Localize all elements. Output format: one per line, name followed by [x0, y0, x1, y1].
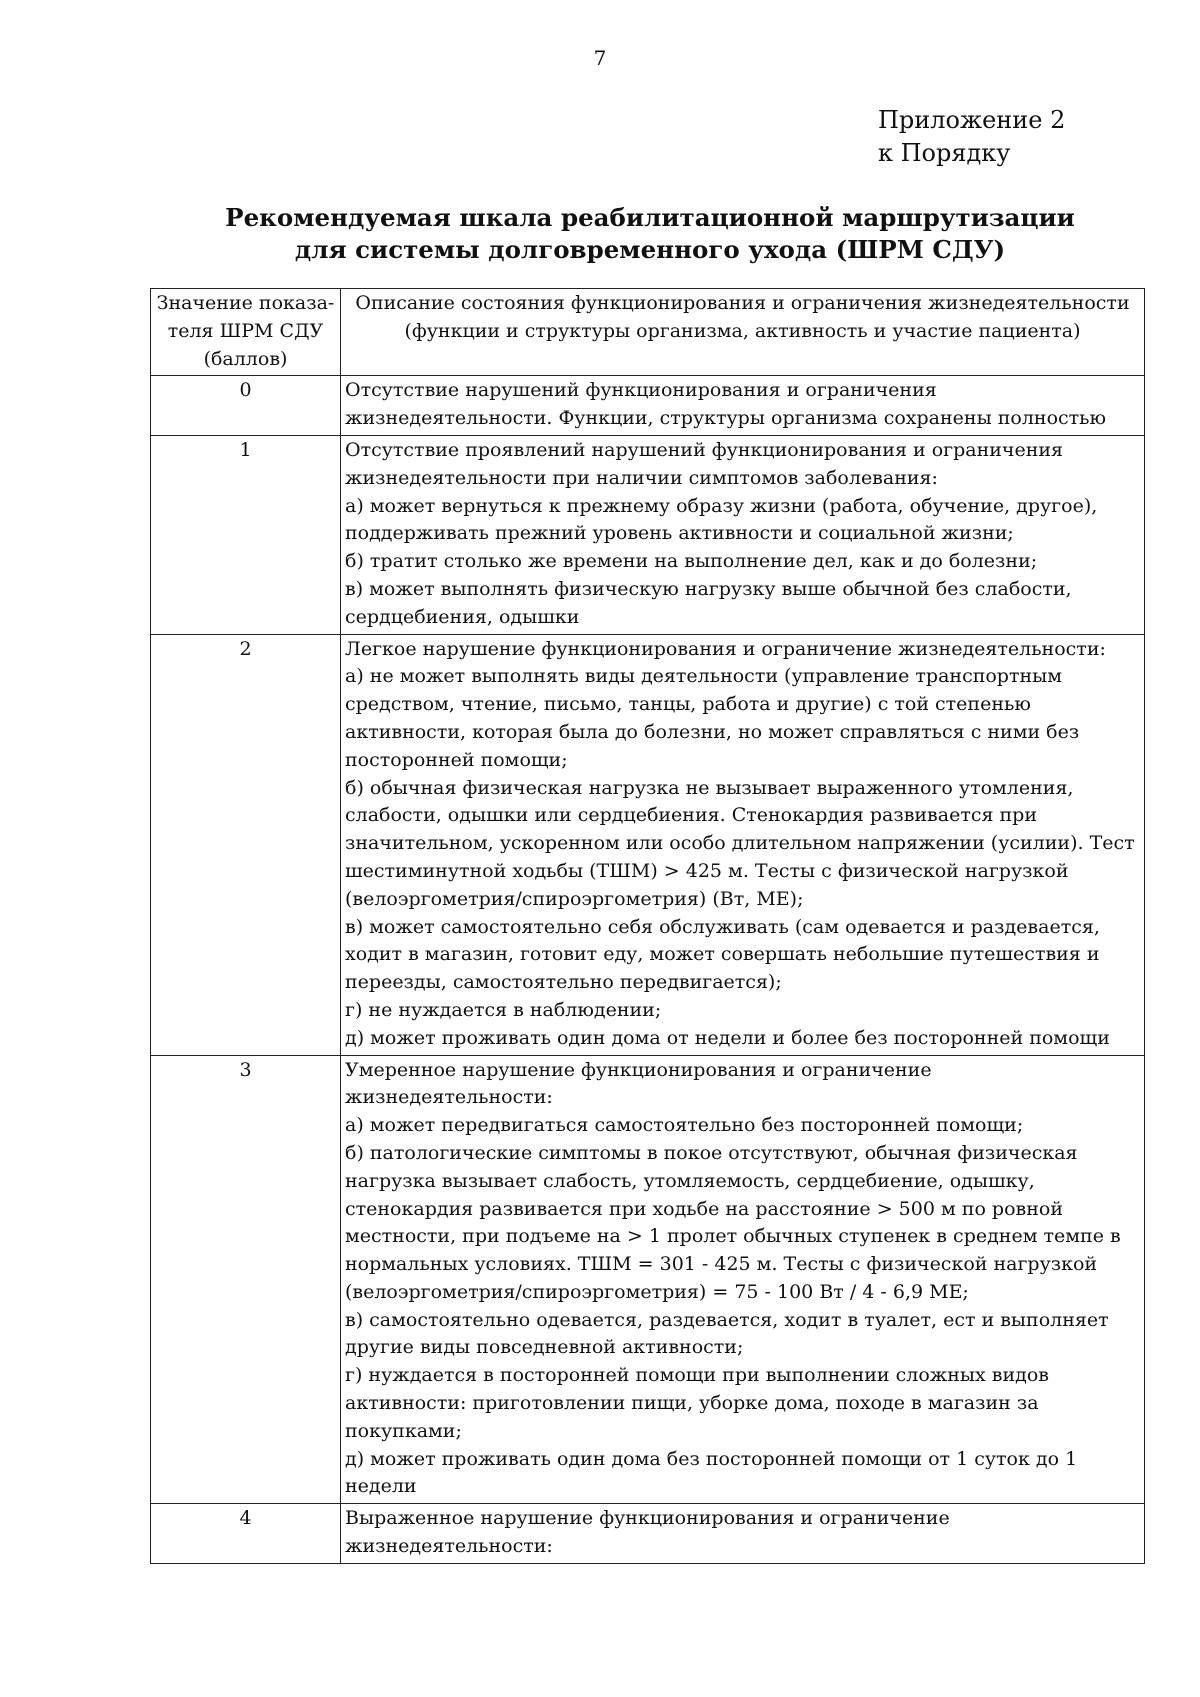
appendix-line-2: к Порядку — [878, 139, 1011, 167]
description-line: а) не может выполнять виды деятельности (управление транспортным средством, чтение, письмо, танцы, работа и другие) с той степенью активности, которая была до болезни, но может справляться с ними без посторонней помощи; — [345, 665, 1080, 771]
description-cell — [341, 435, 1145, 634]
rehab-scale-table — [150, 288, 1145, 1564]
table-row — [151, 1055, 1145, 1504]
document-title — [0, 202, 1200, 266]
score-cell: 4 — [151, 1504, 341, 1564]
description-line: д) может проживать один дома без посторонней помощи от 1 суток до 1 недели — [345, 1447, 1078, 1498]
title-line-2: для системы долговременного ухода (ШРМ СДУ) — [294, 235, 1006, 264]
description-line: Отсутствие проявлений нарушений функционирования и ограничения жизнедеятельности при наличии симптомов заболевания: — [345, 438, 1064, 489]
description-cell — [341, 634, 1145, 1055]
description-line: Умеренное нарушение функционирования и ограничение жизнедеятельности: — [345, 1058, 932, 1109]
description-cell — [341, 376, 1145, 436]
description-line: в) самостоятельно одевается, раздевается, ходит в туалет, ест и выполняет другие виды повседневной активности; — [345, 1308, 1109, 1359]
appendix-reference — [878, 104, 1065, 170]
header-desc-line-2: (функции и структуры организма, активность и участие пациента) — [404, 319, 1081, 342]
description-line: а) может передвигаться самостоятельно без посторонней помощи; — [345, 1114, 1024, 1137]
description-line: а) может вернуться к прежнему образу жизни (работа, обучение, другое), поддерживать прежний уровень активности и социальной жизни; — [345, 494, 1098, 545]
score-cell: 1 — [151, 435, 341, 634]
description-line: в) может самостоятельно себя обслуживать (сам одевается и раздевается, ходит в магазин, готовит еду, может совершать небольшие путешествия и переезды, самостоятельно передвигается); — [345, 915, 1100, 994]
header-score-line-3: (баллов) — [203, 347, 288, 370]
table-header-row — [151, 289, 1145, 376]
score-cell: 2 — [151, 634, 341, 1055]
header-description-cell — [341, 289, 1145, 376]
table-row — [151, 1504, 1145, 1564]
description-line: Легкое нарушение функционирования и ограничение жизнедеятельности: — [345, 637, 1106, 660]
header-desc-line-1: Описание состояния функционирования и ограничения жизнедеятельности — [355, 292, 1130, 314]
description-cell — [341, 1504, 1145, 1564]
description-line: б) тратит столько же времени на выполнение дел, как и до болезни; — [345, 550, 1038, 573]
description-line: г) нуждается в посторонней помощи при выполнении сложных видов активности: приготовлении пищи, уборке дома, походе в магазин за покупками; — [345, 1364, 1049, 1442]
table-row — [151, 376, 1145, 436]
description-line: в) может выполнять физическую нагрузку выше обычной без слабости, сердцебиения, одышки — [345, 577, 1072, 628]
table-row — [151, 634, 1145, 1055]
description-line: б) патологические симптомы в покое отсутствуют, обычная физическая нагрузка вызывает слабость, утомляемость, сердцебиение, одышку, стенокардия развивается при ходьбе на расстояние > 500 м по ровной местности, при подъеме на > 1 пролет обычных ступенек в среднем темпе в нормальных условиях. ТШМ = 301 - 425 м. Тесты с физической нагрузкой (велоэргометрия/спироэргометрия) = 75 - 100 Вт / 4 - 6,9 МЕ; — [345, 1141, 1121, 1303]
description-line: г) не нуждается в наблюдении; — [345, 998, 662, 1021]
appendix-line-1: Приложение 2 — [878, 106, 1066, 134]
header-score-line-2: теля ШРМ СДУ — [167, 319, 324, 342]
table-row — [151, 435, 1145, 634]
header-score-cell — [151, 289, 341, 376]
description-line: Выраженное нарушение функционирования и ограничение жизнедеятельности: — [345, 1507, 950, 1558]
page-number: 7 — [593, 46, 607, 70]
score-cell: 0 — [151, 376, 341, 436]
description-line: Отсутствие нарушений функционирования и ограничения жизнедеятельности. Функции, структуры организма сохранены полностью — [345, 379, 1107, 430]
title-line-1: Рекомендуемая шкала реабилитационной маршрутизации — [225, 203, 1075, 232]
description-line: д) может проживать один дома от недели и более без посторонней помощи — [345, 1026, 1110, 1049]
description-cell — [341, 1055, 1145, 1504]
score-cell: 3 — [151, 1055, 341, 1504]
description-line: б) обычная физическая нагрузка не вызывает выраженного утомления, слабости, одышки или сердцебиения. Стенокардия развивается при значительном, ускоренном или особо длительном напряжении (усилии). Тест шестиминутной ходьбы (ТШМ) > 425 м. Тесты с физической нагрузкой (велоэргометрия/спироэргометрия) (Вт, МЕ); — [345, 776, 1135, 910]
header-score-line-1: Значение показа- — [156, 292, 335, 314]
